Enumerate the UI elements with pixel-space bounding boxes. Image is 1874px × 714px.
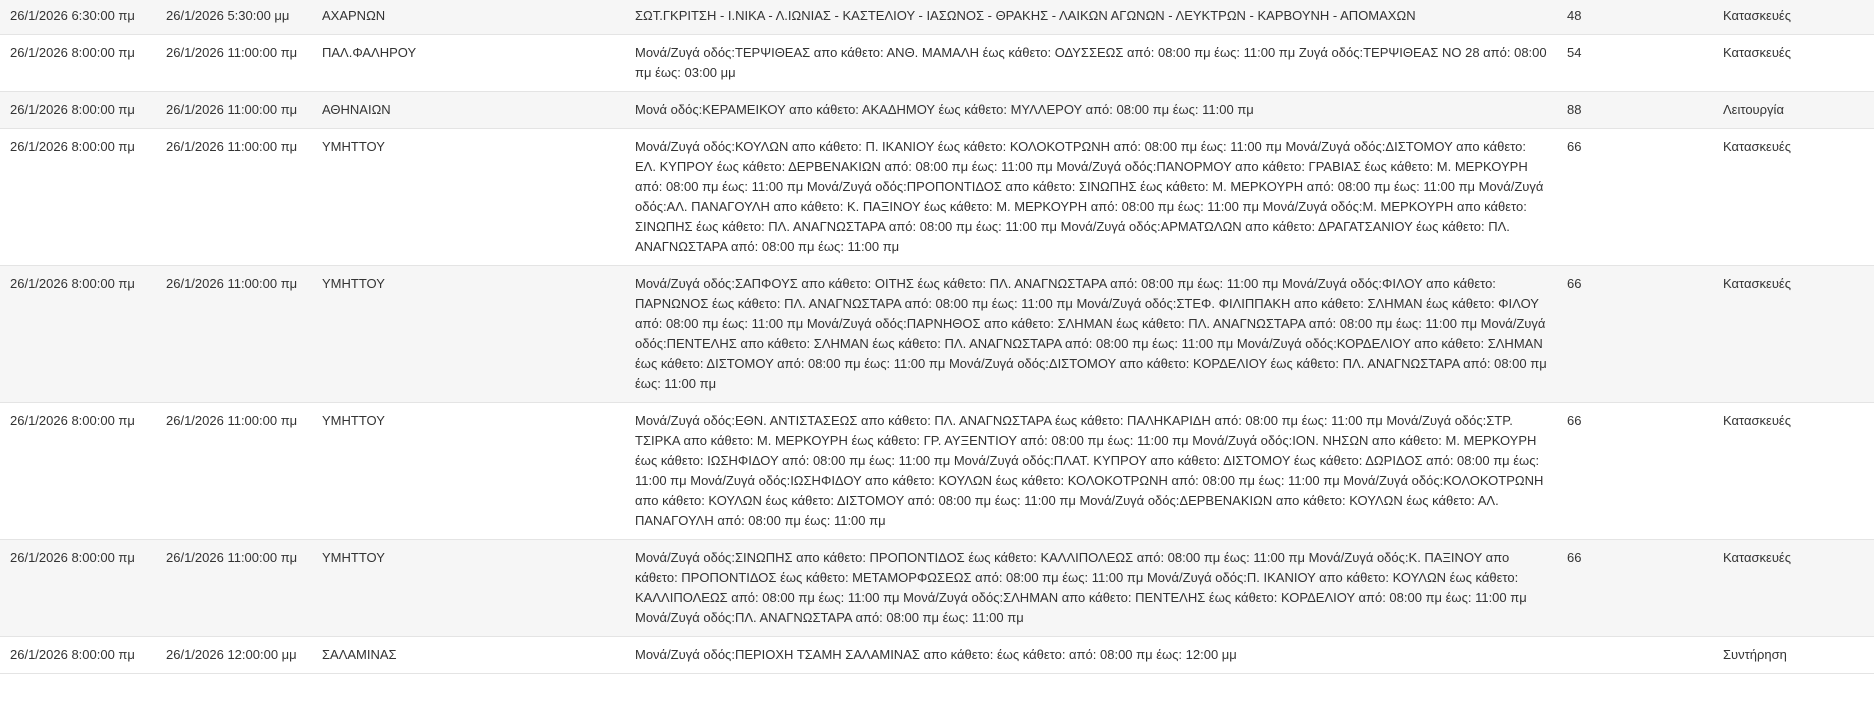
area-cell: ΑΘΗΝΑΙΩΝ bbox=[312, 92, 625, 129]
number-cell: 48 bbox=[1557, 0, 1713, 35]
number-cell: 66 bbox=[1557, 266, 1713, 403]
area-cell: ΥΜΗΤΤΟΥ bbox=[312, 129, 625, 266]
start-time-cell: 26/1/2026 8:00:00 πμ bbox=[0, 637, 156, 674]
description-cell: Μονά/Ζυγά οδός:ΠΕΡΙΟΧΗ ΤΣΑΜΗ ΣΑΛΑΜΙΝΑΣ απο κάθετο: έως κάθετο: από: 08:00 πμ έως: 12:00 μμ bbox=[625, 637, 1557, 674]
number-cell: 54 bbox=[1557, 35, 1713, 92]
area-cell: ΥΜΗΤΤΟΥ bbox=[312, 403, 625, 540]
area-cell: ΑΧΑΡΝΩΝ bbox=[312, 0, 625, 35]
area-cell: ΣΑΛΑΜΙΝΑΣ bbox=[312, 637, 625, 674]
table-row bbox=[0, 540, 1874, 637]
description-cell: Μονά οδός:ΚΕΡΑΜΕΙΚΟΥ απο κάθετο: ΑΚΑΔΗΜΟΥ έως κάθετο: ΜΥΛΛΕΡΟΥ από: 08:00 πμ έως: 11:00 πμ bbox=[625, 92, 1557, 129]
description-cell: Μονά/Ζυγά οδός:ΕΘΝ. ΑΝΤΙΣΤΑΣΕΩΣ απο κάθετο: ΠΛ. ΑΝΑΓΝΩΣΤΑΡΑ έως κάθετο: ΠΑΛΗΚΑΡΙΔΗ από: 08:00 πμ έως: 11:00 πμ Μονά/Ζυγά οδός:ΣΤΡ. ΤΣΙΡΚΑ απο κάθετο: Μ. ΜΕΡΚΟΥΡΗ έως κάθετο: ΓΡ. ΑΥΞΕΝΤΙΟΥ από: 08:00 πμ έως: 11:00 πμ Μονά/Ζυγά οδός:ΙΟΝ. ΝΗΣΩΝ απο κάθετο: Μ. ΜΕΡΚΟΥΡΗ έως κάθετο: ΙΩΣΗΦΙΔΟΥ από: 08:00 πμ έως: 11:00 πμ Μονά/Ζυγά οδός:ΠΛΑΤ. ΚΥΠΡΟΥ απο κάθετο: ΔΙΣΤΟΜΟΥ έως κάθετο: ΔΩΡΙΔΟΣ από: 08:00 πμ έως: 11:00 πμ Μονά/Ζυγά οδός:ΙΩΣΗΦΙΔΟΥ απο κάθετο: ΚΟΥΛΩΝ έως κάθετο: ΚΟΛΟΚΟΤΡΩΝΗ από: 08:00 πμ έως: 11:00 πμ Μονά/Ζυγά οδός:ΚΟΛΟΚΟΤΡΩΝΗ απο κάθετο: ΚΟΥΛΩΝ έως κάθετο: ΔΙΣΤΟΜΟΥ από: 08:00 πμ έως: 11:00 πμ Μονά/Ζυγά οδός:ΔΕΡΒΕΝΑΚΙΩΝ απο κάθετο: ΚΟΥΛΩΝ έως κάθετο: ΑΛ. ΠΑΝΑΓΟΥΛΗ από: 08:00 πμ έως: 11:00 πμ bbox=[625, 403, 1557, 540]
description-cell: Μονά/Ζυγά οδός:ΣΑΠΦΟΥΣ απο κάθετο: ΟΙΤΗΣ έως κάθετο: ΠΛ. ΑΝΑΓΝΩΣΤΑΡΑ από: 08:00 πμ έως: 11:00 πμ Μονά/Ζυγά οδός:ΦΙΛΟΥ απο κάθετο: ΠΑΡΝΩΝΟΣ έως κάθετο: ΠΛ. ΑΝΑΓΝΩΣΤΑΡΑ από: 08:00 πμ έως: 11:00 πμ Μονά/Ζυγά οδός:ΣΤΕΦ. ΦΙΛΙΠΠΑΚΗ απο κάθετο: ΣΛΗΜΑΝ έως κάθετο: ΦΙΛΟΥ από: 08:00 πμ έως: 11:00 πμ Μονά/Ζυγά οδός:ΠΑΡΝΗΘΟΣ απο κάθετο: ΣΛΗΜΑΝ έως κάθετο: ΠΛ. ΑΝΑΓΝΩΣΤΑΡΑ από: 08:00 πμ έως: 11:00 πμ Μονά/Ζυγά οδός:ΠΕΝΤΕΛΗΣ απο κάθετο: ΣΛΗΜΑΝ έως κάθετο: ΠΛ. ΑΝΑΓΝΩΣΤΑΡΑ από: 08:00 πμ έως: 11:00 πμ Μονά/Ζυγά οδός:ΚΟΡΔΕΛΙΟΥ απο κάθετο: ΣΛΗΜΑΝ έως κάθετο: ΔΙΣΤΟΜΟΥ από: 08:00 πμ έως: 11:00 πμ Μονά/Ζυγά οδός:ΔΙΣΤΟΜΟΥ απο κάθετο: ΚΟΡΔΕΛΙΟΥ έως κάθετο: ΠΛ. ΑΝΑΓΝΩΣΤΑΡΑ από: 08:00 πμ έως: 11:00 πμ bbox=[625, 266, 1557, 403]
description-cell: Μονά/Ζυγά οδός:ΣΙΝΩΠΗΣ απο κάθετο: ΠΡΟΠΟΝΤΙΔΟΣ έως κάθετο: ΚΑΛΛΙΠΟΛΕΩΣ από: 08:00 πμ έως: 11:00 πμ Μονά/Ζυγά οδός:Κ. ΠΑΞΙΝΟΥ απο κάθετο: ΠΡΟΠΟΝΤΙΔΟΣ έως κάθετο: ΜΕΤΑΜΟΡΦΩΣΕΩΣ από: 08:00 πμ έως: 11:00 πμ Μονά/Ζυγά οδός:Π. ΙΚΑΝΙΟΥ απο κάθετο: ΚΟΥΛΩΝ έως κάθετο: ΚΑΛΛΙΠΟΛΕΩΣ από: 08:00 πμ έως: 11:00 πμ Μονά/Ζυγά οδός:ΣΛΗΜΑΝ απο κάθετο: ΠΕΝΤΕΛΗΣ έως κάθετο: ΚΟΡΔΕΛΙΟΥ από: 08:00 πμ έως: 11:00 πμ Μονά/Ζυγά οδός:ΠΛ. ΑΝΑΓΝΩΣΤΑΡΑ από: 08:00 πμ έως: 11:00 πμ bbox=[625, 540, 1557, 637]
type-cell: Κατασκευές bbox=[1713, 403, 1874, 540]
start-time-cell: 26/1/2026 6:30:00 πμ bbox=[0, 0, 156, 35]
table-row bbox=[0, 35, 1874, 92]
number-cell: 88 bbox=[1557, 92, 1713, 129]
area-cell: ΥΜΗΤΤΟΥ bbox=[312, 266, 625, 403]
end-time-cell: 26/1/2026 11:00:00 πμ bbox=[156, 35, 312, 92]
start-time-cell: 26/1/2026 8:00:00 πμ bbox=[0, 540, 156, 637]
description-cell: Μονά/Ζυγά οδός:ΤΕΡΨΙΘΕΑΣ απο κάθετο: ΑΝΘ. ΜΑΜΑΛΗ έως κάθετο: ΟΔΥΣΣΕΩΣ από: 08:00 πμ έως: 11:00 πμ Ζυγά οδός:ΤΕΡΨΙΘΕΑΣ ΝΟ 28 από: 08:00 πμ έως: 03:00 μμ bbox=[625, 35, 1557, 92]
table-row bbox=[0, 266, 1874, 403]
end-time-cell: 26/1/2026 11:00:00 πμ bbox=[156, 266, 312, 403]
type-cell: Κατασκευές bbox=[1713, 129, 1874, 266]
end-time-cell: 26/1/2026 12:00:00 μμ bbox=[156, 637, 312, 674]
start-time-cell: 26/1/2026 8:00:00 πμ bbox=[0, 266, 156, 403]
start-time-cell: 26/1/2026 8:00:00 πμ bbox=[0, 35, 156, 92]
type-cell: Κατασκευές bbox=[1713, 540, 1874, 637]
type-cell: Κατασκευές bbox=[1713, 35, 1874, 92]
table-row bbox=[0, 129, 1874, 266]
number-cell bbox=[1557, 637, 1713, 674]
description-cell: Μονά/Ζυγά οδός:ΚΟΥΛΩΝ απο κάθετο: Π. ΙΚΑΝΙΟΥ έως κάθετο: ΚΟΛΟΚΟΤΡΩΝΗ από: 08:00 πμ έως: 11:00 πμ Μονά/Ζυγά οδός:ΔΙΣΤΟΜΟΥ απο κάθετο: ΕΛ. ΚΥΠΡΟΥ έως κάθετο: ΔΕΡΒΕΝΑΚΙΩΝ από: 08:00 πμ έως: 11:00 πμ Μονά/Ζυγά οδός:ΠΑΝΟΡΜΟΥ απο κάθετο: ΓΡΑΒΙΑΣ έως κάθετο: Μ. ΜΕΡΚΟΥΡΗ από: 08:00 πμ έως: 11:00 πμ Μονά/Ζυγά οδός:ΠΡΟΠΟΝΤΙΔΟΣ απο κάθετο: ΣΙΝΩΠΗΣ έως κάθετο: Μ. ΜΕΡΚΟΥΡΗ από: 08:00 πμ έως: 11:00 πμ Μονά/Ζυγά οδός:ΑΛ. ΠΑΝΑΓΟΥΛΗ απο κάθετο: Κ. ΠΑΞΙΝΟΥ έως κάθετο: Μ. ΜΕΡΚΟΥΡΗ από: 08:00 πμ έως: 11:00 πμ Μονά/Ζυγά οδός:Μ. ΜΕΡΚΟΥΡΗ απο κάθετο: ΣΙΝΩΠΗΣ έως κάθετο: ΠΛ. ΑΝΑΓΝΩΣΤΑΡΑ από: 08:00 πμ έως: 11:00 πμ Μονά/Ζυγά οδός:ΑΡΜΑΤΩΛΩΝ απο κάθετο: ΔΡΑΓΑΤΣΑΝΙΟΥ έως κάθετο: ΠΛ. ΑΝΑΓΝΩΣΤΑΡΑ από: 08:00 πμ έως: 11:00 πμ bbox=[625, 129, 1557, 266]
description-cell: ΣΩΤ.ΓΚΡΙΤΣΗ - Ι.ΝΙΚΑ - Λ.ΙΩΝΙΑΣ - ΚΑΣΤΕΛΙΟΥ - ΙΑΣΩΝΟΣ - ΘΡΑΚΗΣ - ΛΑΙΚΩΝ ΑΓΩΝΩΝ - ΛΕΥΚΤΡΩΝ - ΚΑΡΒΟΥΝΗ - ΑΠΟΜΑΧΩΝ bbox=[625, 0, 1557, 35]
area-cell: ΥΜΗΤΤΟΥ bbox=[312, 540, 625, 637]
area-cell: ΠΑΛ.ΦΑΛΗΡΟΥ bbox=[312, 35, 625, 92]
end-time-cell: 26/1/2026 11:00:00 πμ bbox=[156, 540, 312, 637]
end-time-cell: 26/1/2026 11:00:00 πμ bbox=[156, 403, 312, 540]
table-row bbox=[0, 637, 1874, 674]
number-cell: 66 bbox=[1557, 403, 1713, 540]
start-time-cell: 26/1/2026 8:00:00 πμ bbox=[0, 403, 156, 540]
type-cell: Κατασκευές bbox=[1713, 266, 1874, 403]
type-cell: Κατασκευές bbox=[1713, 0, 1874, 35]
end-time-cell: 26/1/2026 5:30:00 μμ bbox=[156, 0, 312, 35]
table-row bbox=[0, 0, 1874, 35]
table-row bbox=[0, 92, 1874, 129]
end-time-cell: 26/1/2026 11:00:00 πμ bbox=[156, 92, 312, 129]
start-time-cell: 26/1/2026 8:00:00 πμ bbox=[0, 92, 156, 129]
type-cell: Λειτουργία bbox=[1713, 92, 1874, 129]
number-cell: 66 bbox=[1557, 540, 1713, 637]
number-cell: 66 bbox=[1557, 129, 1713, 266]
type-cell: Συντήρηση bbox=[1713, 637, 1874, 674]
start-time-cell: 26/1/2026 8:00:00 πμ bbox=[0, 129, 156, 266]
table-row bbox=[0, 403, 1874, 540]
end-time-cell: 26/1/2026 11:00:00 πμ bbox=[156, 129, 312, 266]
